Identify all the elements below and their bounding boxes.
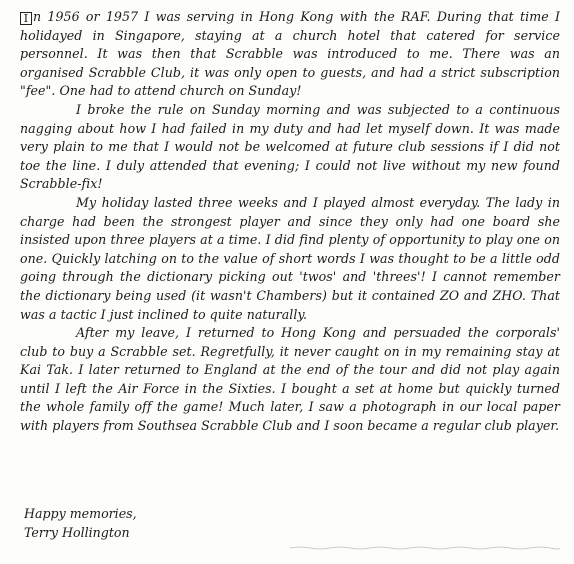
dropcap-letter: I xyxy=(20,12,32,25)
signature-name: Terry Hollington xyxy=(24,524,130,540)
paragraph-3: My holiday lasted three weeks and I played almost everyday. The lady in charge had been the strongest player and since they only had one board she insisted upon three players at a time. I did find plenty of opportunity to play one on one. Quickly latching on to the value of short words I was thought to be a little odd going through the dictionary picking out 'twos' and 'threes'! I cannot remember the dictionary being used (it wasn't Chambers) but it contained ZO and ZHO. That was a tactic I just inclined to quite naturally. xyxy=(20,194,560,322)
paragraph-1 xyxy=(20,8,560,101)
paragraph-1-text: n 1956 or 1957 I was serving in Hong Kong with the RAF. During that time I holidayed in Singapore, staying at a church hotel that catered for service personnel. It was then that Scrabble was introduced to me. There was an organised Scrabble Club, it was only open to guests, and had a strict subscription "fee". One had to attend church on Sunday! xyxy=(20,9,560,99)
letter-closing xyxy=(24,505,137,542)
paragraph-4: After my leave, I returned to Hong Kong and persuaded the corporals' club to buy a Scrabble set. Regretfully, it never caught on in my remaining stay at Kai Tak. I later returned to England at the end of the tour and did not play again until I left the Air Force in the Sixties. I bought a set at home but quickly turned the whole family off the game! Much later, I saw a photograph in our local paper with players from Southsea Scrabble Club and I soon became a regular club player. xyxy=(20,325,560,434)
scan-artifact-line xyxy=(290,546,560,550)
paragraph-2: I broke the rule on Sunday morning and was subjected to a continuous nagging about how I had failed in my duty and had let myself down. It was made very plain to me that I would not be welcomed at future club sessions if I did not toe the line. I duly attended that evening; I could not live without my new found Scrabble-fix! xyxy=(20,101,560,192)
letter-body xyxy=(20,8,560,436)
closing-line: Happy memories, xyxy=(24,506,137,521)
